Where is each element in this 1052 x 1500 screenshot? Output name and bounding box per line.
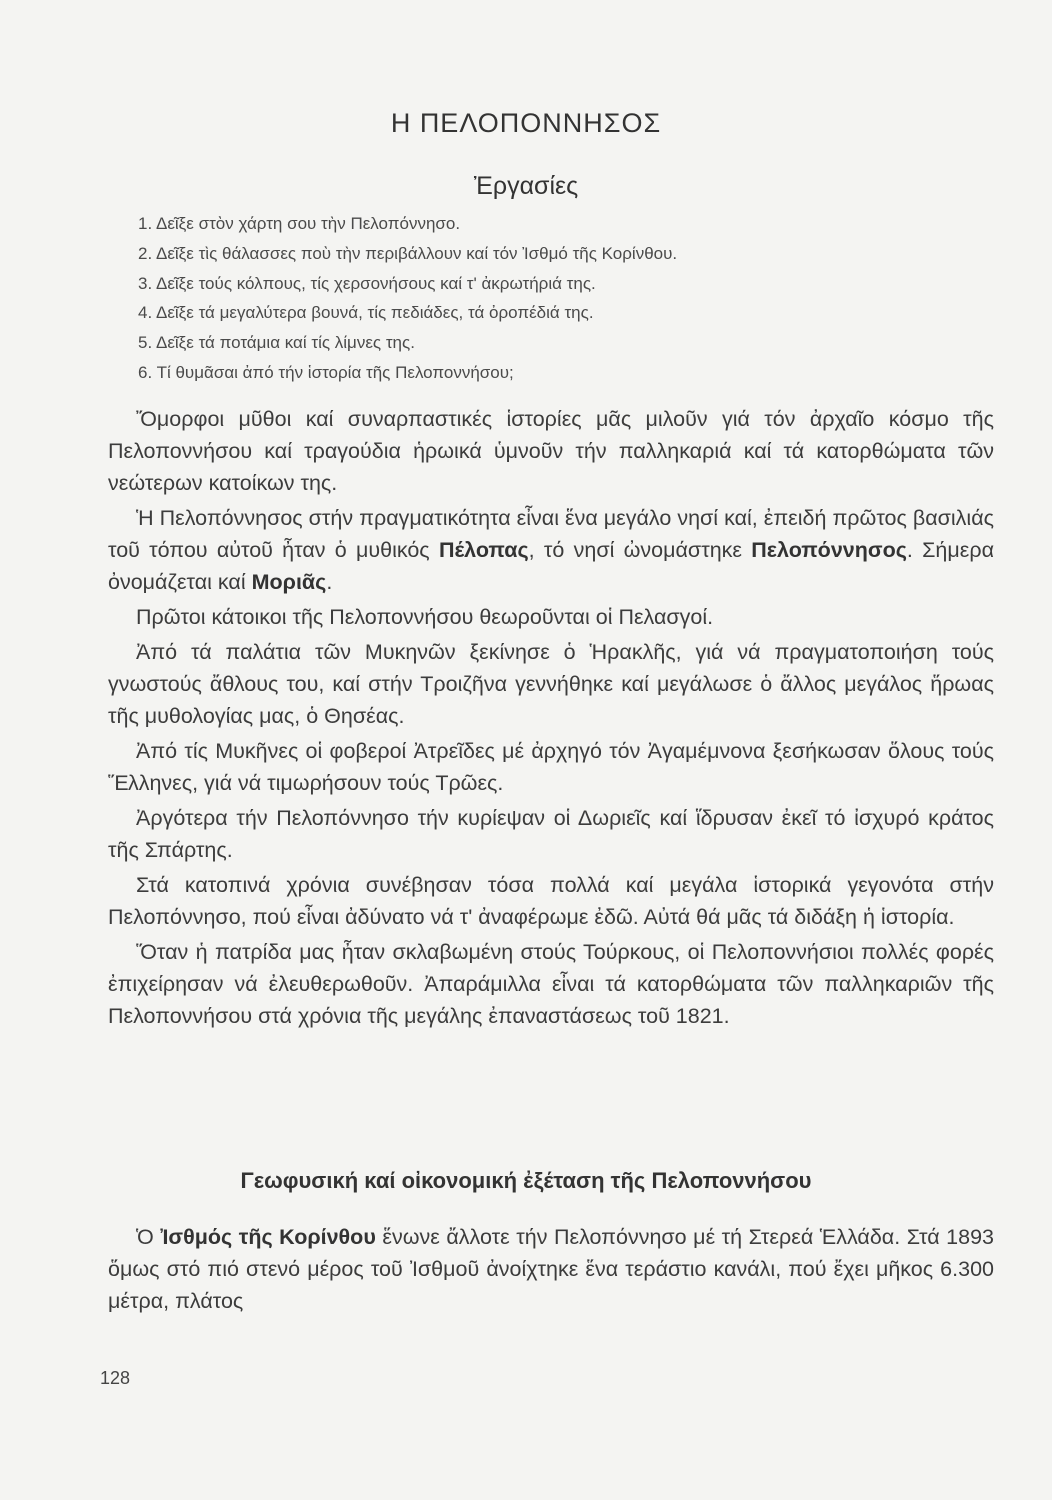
paragraph-text: . Σήμερα ὀνομάζεται καί [108, 538, 995, 594]
paragraph [108, 502, 994, 598]
list-item: 5. Δεῖξε τά ποτάμια καί τίς λίμνες της. [138, 333, 415, 353]
paragraph: Ἀργότερα τήν Πελοπόννησο τήν κυρίεψαν οἱ Δωριεῖς καί ἵδρυσαν ἐκεῖ τό ἰσχυρό κράτος τῆς Σπάρτης. [108, 806, 994, 862]
bold-term: Πέλοπας [438, 538, 529, 562]
paragraph: Ἀπό τά παλάτια τῶν Μυκηνῶν ξεκίνησε ὁ Ἡρακλῆς, γιά νά πραγματοποιήση τούς γνωστούς ἄθλους του, καί στήν Τροιζῆνα γεννήθηκε καί μεγάλωσε ὁ ἄλλος μεγάλος ἥρωας τῆς μυθολογίας μας, ὁ Θησέας. [108, 640, 994, 728]
list-item: 1. Δεῖξε στὸν χάρτη σου τὴν Πελοπόννησο. [138, 214, 461, 233]
paragraph-text: Ἡ Πελοπόννησος στήν πραγματικότητα εἶναι ἕνα μεγάλο νησί καί, ἐπειδή πρῶτος βασιλιάς τοῦ τόπου αὐτοῦ ἦταν ὁ μυθικός [108, 506, 994, 562]
bold-term: Ἰσθμός τῆς Κορίνθου [160, 1225, 376, 1249]
list-item: 2. Δεῖξε τὶς θάλασσες ποὺ τὴν περιβάλλουν καί τόν Ἰσθμό τῆς Κορίνθου. [138, 243, 678, 263]
section-text [108, 1221, 994, 1320]
paragraph [108, 1221, 994, 1317]
exercises-heading: Ἐργασίες [473, 172, 579, 200]
main-text [108, 403, 994, 1035]
paragraph-text: . [326, 570, 333, 594]
page-number: 128 [100, 1368, 131, 1388]
paragraph: Ὄμορφοι μῦθοι καί συναρπαστικές ἱστορίες μᾶς μιλοῦν γιά τόν ἀρχαῖο κόσμο τῆς Πελοποννήσου καί τραγούδια ἡρωικά ὑμνοῦν τήν παλληκαριά καί τά κατορθώματα τῶν νεώτερων κατοίκων της. [108, 407, 994, 495]
paragraph-text: Ὁ [136, 1225, 161, 1249]
paragraph-text: , τό νησί ὠνομάστηκε [528, 538, 752, 562]
paragraph: Ὅταν ἡ πατρίδα μας ἦταν σκλαβωμένη στούς Τούρκους, οἱ Πελοποννήσιοι πολλές φορές ἐπιχείρησαν νά ἐλευθερωθοῦν. Ἀπαράμιλλα εἶναι τά κατορθώματα τῶν παλληκαριῶν τῆς Πελοποννήσου στά χρόνια τῆς μεγάλης ἐπαναστάσεως τοῦ 1821. [108, 940, 994, 1028]
page-title: Η ΠΕΛΟΠΟΝΝΗΣΟΣ [390, 108, 662, 138]
paragraph: Πρῶτοι κάτοικοι τῆς Πελοποννήσου θεωροῦνται οἱ Πελασγοί. [136, 605, 714, 629]
paragraph-text: ἕνωνε ἄλλοτε τήν Πελοπόννησο μέ τή Στερεά Ἑλλάδα. Στά 1893 ὅμως στό πιό στενό μέρος τοῦ Ἰσθμοῦ ἀνοίχτηκε ἕνα τεράστιο κανάλι, πού ἔχει μῆκος 6.300 μέτρα, πλάτος [108, 1225, 994, 1313]
bold-term: Πελοπόννησος [751, 538, 907, 562]
list-item: 3. Δεῖξε τούς κόλπους, τίς χερσονήσους καί τ' ἀκρωτήριά της. [138, 273, 596, 293]
paragraph: Στά κατοπινά χρόνια συνέβησαν τόσα πολλά καί μεγάλα ἱστορικά γεγονότα στήν Πελοπόννησο, πού εἶναι ἀδύνατο νά τ' ἀναφέρωμε ἐδῶ. Αὐτά θά μᾶς τά διδάξη ἡ ἱστορία. [108, 873, 994, 929]
list-item: 6. Τί θυμᾶσαι ἀπό τήν ἱστορία τῆς Πελοποννήσου; [138, 362, 514, 382]
exercises-list [138, 209, 998, 388]
paragraph: Ἀπό τίς Μυκῆνες οἱ φοβεροί Ἀτρεῖδες μέ ἀρχηγό τόν Ἀγαμέμνονα ξεσήκωσαν ὅλους τούς Ἕλληνες, γιά νά τιμωρήσουν τούς Τρῶες. [108, 739, 994, 795]
list-item: 4. Δεῖξε τά μεγαλύτερα βουνά, τίς πεδιάδες, τά ὀροπέδιά της. [138, 303, 594, 323]
bold-term: Μοριᾶς [251, 570, 327, 594]
section-heading: Γεωφυσική καί οἰκονομική ἐξέταση τῆς Πελοποννήσου [240, 1168, 812, 1193]
